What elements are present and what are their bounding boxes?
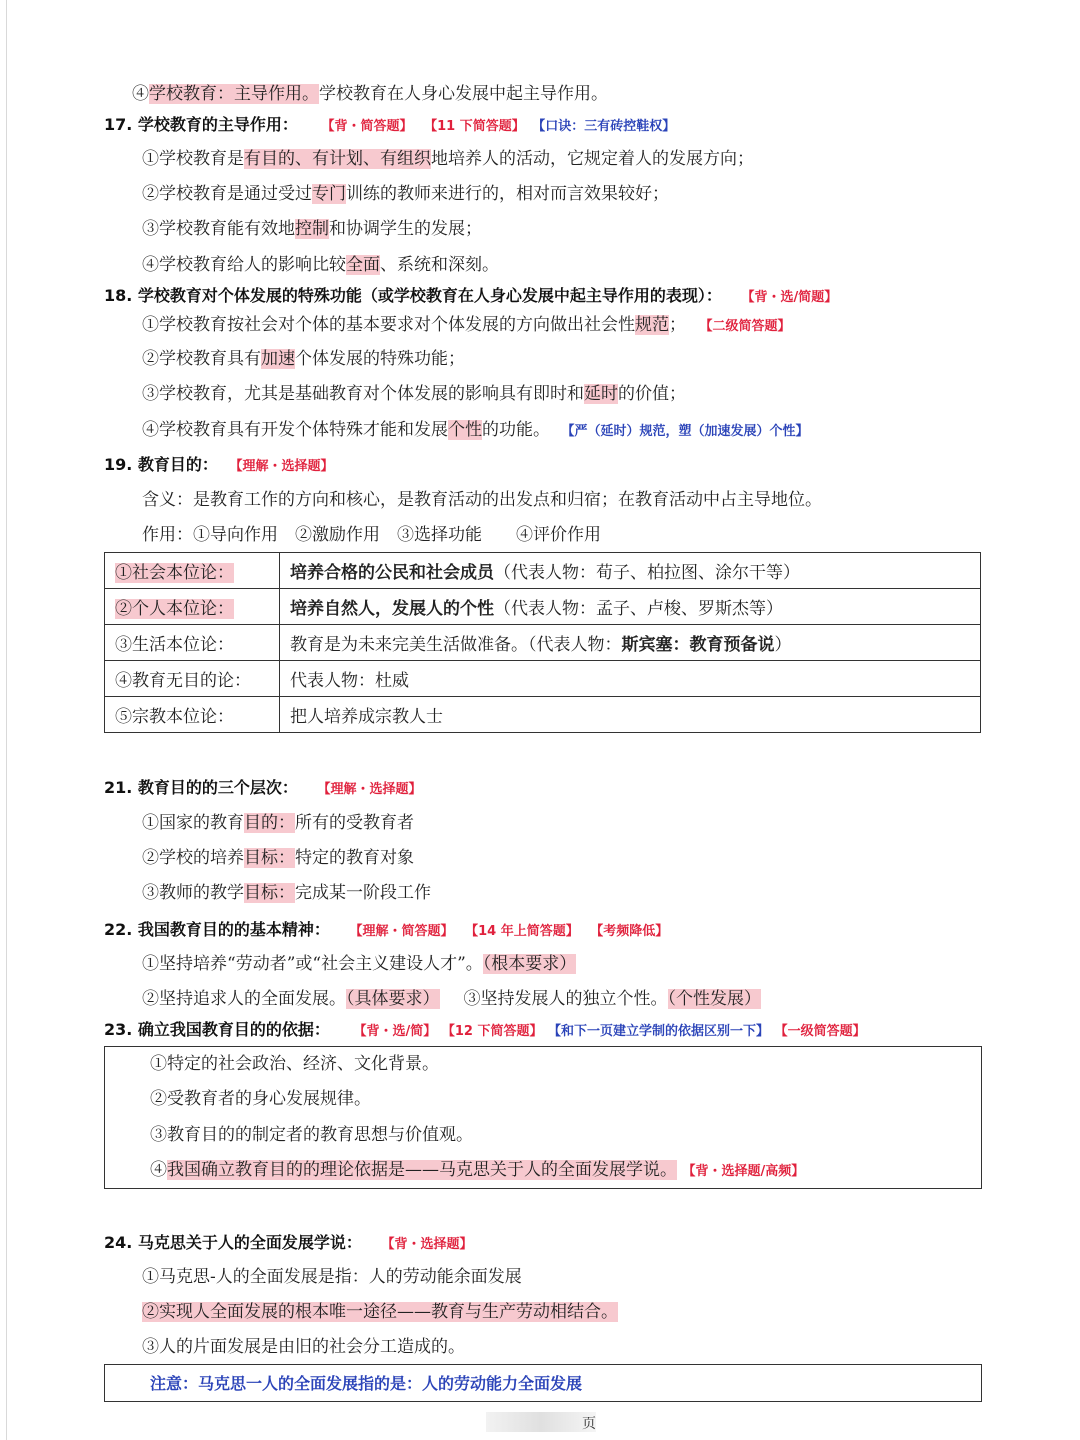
list-item: ④我国确立教育目的的理论依据是——马克思关于人的全面发展学说。 【背・选择题/高频】 (150, 1160, 805, 1180)
definition-text: 含义：是教育工作的方向和核心，是教育活动的出发点和归宿；在教育活动中占主导地位。 (142, 490, 822, 510)
function-text: 作用：①导向作用 ②激励作用 ③选择功能 ④评价作用 (142, 525, 601, 545)
list-item: ①学校教育按社会对个体的基本要求对个体发展的方向做出社会性规范； 【二级简答题】 (142, 315, 791, 335)
tag: 【理解・选择题】 (317, 782, 422, 797)
tag: 【理解・简答题】 (349, 924, 454, 939)
section-23-heading: 23. 确立我国教育目的的依据： 【背・选/简】 【12 下简答题】 【和下一页建立学制的依据区别一下】 【一级简答题】 (104, 1020, 866, 1039)
list-item: ③人的片面发展是由旧的社会分工造成的。 (142, 1337, 465, 1357)
list-item: ①马克思-人的全面发展是指：人的劳动能余面发展 (142, 1267, 522, 1287)
list-item: ③学校教育，尤其是基础教育对个体发展的影响具有即时和延时的价值； (142, 384, 686, 404)
section-24-heading: 24. 马克思关于人的全面发展学说： 【背・选择题】 (104, 1233, 473, 1252)
tag: 【考频降低】 (590, 924, 669, 939)
tag: 【严（延时）规范，塑（加速发展）个性】 (568, 424, 809, 439)
table-row: ②个人本位论： 培养自然人，发展人的个性（代表人物：孟子、卢梭、罗斯杰等） (105, 589, 981, 625)
tag: 【理解・选择题】 (229, 459, 334, 474)
section-21-heading: 21. 教育目的的三个层次： 【理解・选择题】 (104, 778, 422, 797)
list-item: ④学校教育给人的影响比较全面、系统和深刻。 (142, 255, 499, 275)
list-item: ①国家的教育目的：所有的受教育者 (142, 813, 414, 833)
section-22-heading: 22. 我国教育目的的基本精神： 【理解・简答题】 【14 年上简答题】 【考频降低】 (104, 920, 669, 939)
table-row: ④教育无目的论： 代表人物：杜威 (105, 661, 981, 697)
tag: 【背・选择题】 (381, 1237, 473, 1252)
list-item: ③学校教育能有效地控制和协调学生的发展； (142, 219, 482, 239)
list-item: ③教育目的的制定者的教育思想与价值观。 (150, 1125, 473, 1145)
tag: 【背・选/简】 (353, 1024, 437, 1039)
table-row: ③生活本位论： 教育是为未来完美生活做准备。（代表人物：斯宾塞：教育预备说） (105, 625, 981, 661)
list-item: ①特定的社会政治、经济、文化背景。 (150, 1054, 439, 1074)
note-text: 注意：马克思一人的全面发展指的是：人的劳动能力全面发展 (150, 1374, 583, 1393)
list-item: ②受教育者的身心发展规律。 (150, 1089, 371, 1109)
education-aim-theory-table (104, 552, 981, 733)
school-education-role-line: ④学校教育：主导作用。学校教育在人身心发展中起主导作用。 (132, 84, 608, 104)
list-item: ①坚持培养“劳动者”或“社会主义建设人才”。（根本要求） (142, 954, 577, 974)
list-item: ②学校的培养目标：特定的教育对象 (142, 848, 414, 868)
table-row: ①社会本位论： 培养合格的公民和社会成员（代表人物：荀子、柏拉图、涂尔干等） (105, 553, 981, 589)
list-item: ②实现人全面发展的根本唯一途径——教育与生产劳动相结合。 (142, 1302, 618, 1322)
tag: 【11 下简答题】 (424, 119, 525, 134)
table-row: ⑤宗教本位论： 把人培养成宗教人士 (105, 697, 981, 733)
tag: 【14 年上简答题】 (465, 924, 579, 939)
list-item: ③教师的教学目标：完成某一阶段工作 (142, 883, 431, 903)
list-item: ②学校教育具有加速个体发展的特殊功能； (142, 349, 465, 369)
tag: 【背・简答题】 (321, 119, 413, 134)
list-item: ①学校教育是有目的、有计划、有组织地培养人的活动，它规定着人的发展方向； (142, 149, 754, 169)
list-item: ②学校教育是通过受过专门训练的教师来进行的，相对而言效果较好； (142, 184, 669, 204)
list-item: ②坚持追求人的全面发展。（具体要求） ③坚持发展人的独立个性。（个性发展） (142, 989, 761, 1009)
tag: 【二级简答题】 (706, 319, 791, 334)
page-edge (6, 0, 7, 1440)
list-item: ④学校教育具有开发个体特殊才能和发展个性的功能。 【严（延时）规范，塑（加速发展）个性】 (142, 420, 809, 440)
highlight: 学校教育：主导作用。 (149, 84, 319, 104)
section-19-heading: 19. 教育目的： 【理解・选择题】 (104, 455, 334, 474)
tag: 【12 下简答题】 (441, 1024, 543, 1039)
section-17-heading: 17. 学校教育的主导作用： 【背・简答题】 【11 下简答题】 【口诀：三有砖控鞋权】 (104, 115, 676, 134)
section-18-heading: 18. 学校教育对个体发展的特殊功能（或学校教育在人身心发展中起主导作用的表现）： 【背・选/简题】 (104, 286, 838, 305)
tag: 【一级简答题】 (774, 1024, 866, 1039)
page-number: 页 (486, 1412, 596, 1432)
tag: 【背・选/简题】 (741, 290, 838, 305)
tag: 【口诀：三有砖控鞋权】 (532, 119, 676, 134)
tag: 【和下一页建立学制的依据区别一下】 (548, 1024, 770, 1039)
tag: 【背・选择题/高频】 (689, 1164, 805, 1179)
